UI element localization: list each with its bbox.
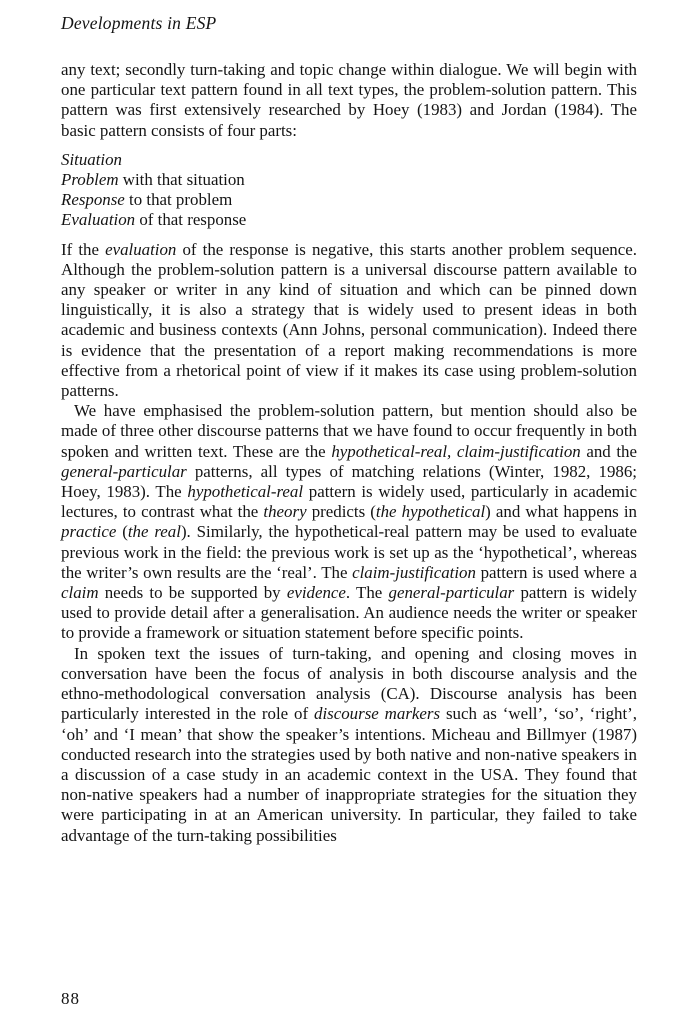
list-term: Response [61, 190, 125, 210]
text-run: . The [345, 583, 389, 603]
running-head: Developments in ESP [61, 13, 217, 33]
text-run: pattern is widely used to provide detail after a generalisation. An audience needs the writer or speaker to provide a framework or situation statement before specific points. [61, 583, 637, 643]
text-run: and the [580, 441, 637, 461]
text-run: ( [116, 522, 128, 542]
text-run: We have emphasised the problem-solution pattern, but mention should also be made of three other discourse patterns that we have found to occur frequently in both spoken and written text. These are the [61, 401, 637, 461]
italic-term: practice [61, 522, 117, 542]
italic-term: evidence [286, 583, 346, 603]
text-run: of the response is negative, this starts another problem sequence. Although the problem-solution pattern is a universal discourse pattern available to any speaker or writer in any kind of situation and which can be pinned down linguistically, it is also a strategy that is widely used to present ideas in both academic and business contexts (Ann Johns, personal communication). Indeed there is evidence that the presentation of a report making recommendations is more effective from a rhetorical point of view if it makes its case using problem-solution patterns. [61, 239, 637, 401]
italic-term: claim [61, 583, 99, 603]
text-run: pattern is widely used, particularly in academic lectures, to contrast what the [61, 482, 637, 522]
list-text: with that situation [118, 170, 245, 190]
italic-term: the hypothetical [375, 502, 486, 522]
paragraph-spoken-text [61, 644, 637, 846]
list-term: Evaluation [61, 210, 136, 230]
text-run: pattern is used where a [475, 562, 637, 582]
italic-term: discourse markers [314, 704, 441, 724]
text-run: such as ‘well’, ‘so’, ‘right’, ‘oh’ and ‘I mean’ that show the speaker’s intentions. Micheau and Billmyer (1987) conducted research into the strategies used by both native and non-native speakers in a discussion of a case study in an academic context in the USA. They found that non-native speakers had a number of inappropriate strategies for the situation they were participating in at an American university. In particular, they failed to take advantage of the turn-taking possibilities [61, 704, 638, 845]
italic-term: the real [127, 522, 181, 542]
text-run: needs to be supported by [98, 583, 287, 603]
text-run: In spoken text the issues of turn-taking, and opening and closing moves in conversation have been the focus of analysis in both discourse analysis and the ethno-methodological conversation analysis (CA). Discourse analysis has been particularly interested in the role of [61, 643, 637, 724]
body-text [61, 60, 637, 846]
italic-term: hypothetical-real [187, 482, 304, 502]
text-run: ) and what happens in [485, 502, 637, 522]
italic-term: evaluation [105, 239, 177, 259]
page-number: 88 [61, 989, 80, 1008]
italic-term: general-particular [388, 583, 515, 603]
text-run: ). Similarly, the hypothetical-real pattern may be used to evaluate previous work in the field: the previous work is set up as the ‘hypothetical’, whereas the writer’s own results are the ‘real’. The [61, 522, 637, 582]
list-term: Situation [61, 149, 122, 169]
list-text: of that response [135, 210, 247, 230]
italic-term: theory [263, 502, 307, 522]
pattern-list [61, 150, 637, 231]
list-term: Problem [61, 170, 119, 190]
intro-paragraph: any text; secondly turn-taking and topic change within dialogue. We will begin with one particular text pattern found in all text types, the problem-solution pattern. This pattern was first extensively researched by Hoey (1983) and Jordan (1984). The basic pattern consists of four parts: [61, 60, 637, 140]
list-item [61, 170, 637, 190]
italic-term: claim-justification [352, 562, 476, 582]
list-text: to that problem [124, 190, 233, 210]
list-item [61, 150, 637, 170]
list-item [61, 210, 637, 230]
paragraph-evaluation [61, 240, 637, 402]
text-run: If the [61, 239, 106, 259]
text-run: predicts ( [306, 502, 376, 522]
italic-term: general-particular [61, 461, 187, 481]
list-item [61, 190, 637, 210]
italic-term: hypothetical-real, claim-justification [331, 441, 581, 461]
paragraph-discourse-patterns [61, 401, 637, 643]
text-run: patterns, all types of matching relations (Winter, 1982, 1986; Hoey, 1983). The [61, 461, 637, 502]
